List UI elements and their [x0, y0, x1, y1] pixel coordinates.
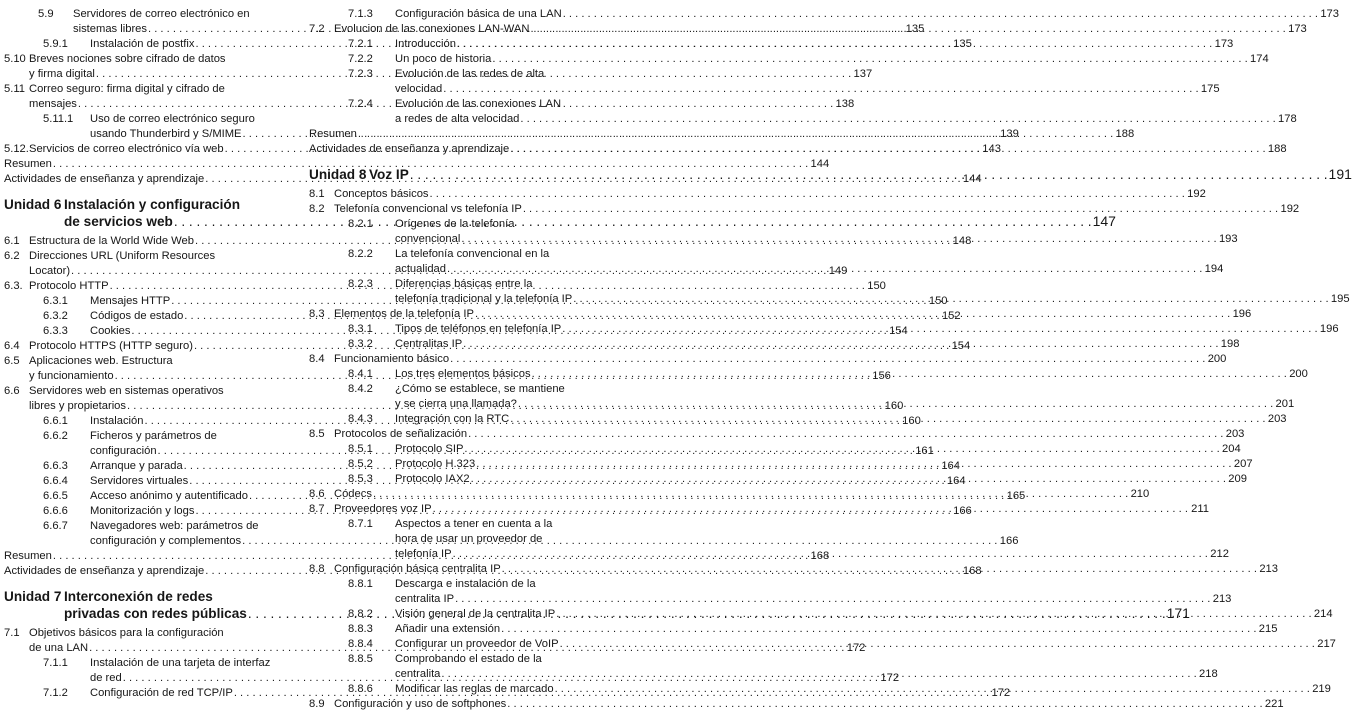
page-number: 192 — [1187, 188, 1206, 200]
entry-title-line: Uso de correo electrónico seguro — [90, 113, 255, 125]
entry-title-line: Protocolo SIP — [395, 443, 464, 455]
page-number: 166 — [999, 535, 1019, 547]
page-number: 204 — [1222, 443, 1241, 455]
page-number: 147 — [1092, 213, 1116, 229]
entry-title-line: Actividades de enseñanza y aprendizaje — [309, 143, 510, 155]
section-number: 8.8.3 — [348, 623, 373, 635]
entry-title-line: Aplicaciones web. Estructura — [29, 355, 173, 367]
page-number: 160 — [902, 415, 921, 427]
entry-title-line: Comprobando el estado de la — [395, 653, 542, 665]
entry-title-line: Estructura de la World Wide Web — [29, 235, 194, 247]
page-number: 200 — [1289, 368, 1308, 380]
entry-title-line: actualidad — [395, 263, 447, 275]
dot-leader — [447, 262, 1202, 277]
page-number: 149 — [828, 265, 848, 277]
page-number: 173 — [1288, 23, 1307, 35]
toc-entry — [4, 157, 830, 172]
page-number: 168 — [962, 565, 982, 577]
entry-title-line: convencional — [395, 233, 461, 245]
unit-title-line: de servicios web — [64, 214, 173, 229]
dot-leader — [461, 232, 1216, 247]
entry-title-line: Un poco de historia — [395, 53, 492, 65]
entry-title-line: Objetivos básicos para la configuración — [29, 627, 224, 639]
page-number: 209 — [1228, 473, 1247, 485]
entry-title-line: Diferencias básicas entre la — [395, 278, 533, 290]
entry-title-line: Protocolos de señalización — [334, 428, 468, 440]
entry-title-line: telefonía tradicional y la telefonía IP — [395, 293, 573, 305]
toc-entry — [309, 7, 1339, 22]
page-number: 166 — [953, 505, 972, 517]
entry-title-line: Orígenes de la telefonía — [395, 218, 515, 230]
dot-leader — [562, 322, 1317, 337]
section-number: 5.11.1 — [43, 113, 74, 125]
entry-title-line: Correo seguro: firma digital y cifrado de — [29, 83, 225, 95]
section-number: 8.9 — [309, 698, 325, 710]
dot-leader — [475, 307, 1230, 322]
entry-title-line: Arranque y parada — [90, 460, 183, 472]
page-number: 171 — [1166, 605, 1190, 621]
page-number: 196 — [1232, 308, 1252, 320]
section-number: 6.1 — [4, 235, 20, 247]
unit-title-line: privadas con redes públicas — [64, 606, 247, 621]
section-number: 8.4.3 — [348, 413, 373, 425]
page-number: 191 — [1328, 166, 1352, 182]
entry-title-line: Direcciones URL (Uniform Resources — [29, 250, 216, 262]
dot-leader — [453, 547, 1208, 562]
entry-title-line: y funcionamiento — [29, 370, 114, 382]
page-number: 201 — [1275, 398, 1295, 410]
dot-leader — [468, 427, 1223, 442]
page-number: 156 — [872, 370, 891, 382]
section-number: 6.3.1 — [43, 295, 68, 307]
dot-leader — [443, 82, 1198, 97]
section-number: 6.2 — [4, 250, 20, 262]
toc-entry — [309, 697, 1284, 712]
entry-title-line: Instalación de una tarjeta de interfaz — [90, 657, 271, 669]
entry-title-line: Protocolo IAX2 — [395, 473, 470, 485]
section-number: 8.8.6 — [348, 683, 373, 695]
entry-title-line: Evolución de las conexiones LAN — [395, 98, 562, 110]
entry-title-line: Elementos de la telefonía IP — [334, 308, 474, 320]
section-number: 8.4.2 — [348, 383, 373, 395]
entry-title-line: Tipos de teléfonos en telefonía IP — [395, 323, 562, 335]
entry-title-line: Servidores virtuales — [90, 475, 189, 487]
page-number: 200 — [1207, 353, 1227, 365]
entry-title-line: Resumen — [4, 158, 52, 170]
section-number: 6.6.2 — [43, 430, 68, 442]
page-number: 150 — [867, 280, 886, 292]
page-number: 198 — [1220, 338, 1240, 350]
toc-entry — [309, 202, 1300, 217]
dot-leader — [556, 607, 1311, 622]
entry-title-line: Modificar las reglas de marcado — [395, 683, 554, 695]
dot-leader — [430, 187, 1185, 202]
dot-leader — [358, 127, 1113, 142]
section-number: 8.5.2 — [348, 458, 373, 470]
entry-title-line: Evolucion de las conexiones LAN-WAN — [334, 23, 530, 35]
page-number: 207 — [1233, 458, 1253, 470]
entry-title-line: Breves nociones sobre cifrado de datos — [29, 53, 226, 65]
dot-leader — [563, 7, 1318, 22]
section-number: 8.3.2 — [348, 338, 373, 350]
dot-leader — [520, 112, 1275, 127]
section-number: 8.2.3 — [348, 278, 373, 290]
entry-title-line: de red — [90, 672, 122, 684]
section-number: 6.6.7 — [43, 520, 68, 532]
dot-leader — [560, 637, 1315, 652]
page-number: 210 — [1130, 488, 1150, 500]
dot-leader — [530, 22, 1285, 37]
section-number: 6.6.4 — [43, 475, 68, 487]
page-number: 217 — [1317, 638, 1336, 650]
entry-title-line: Configuración y uso de softphones — [334, 698, 507, 710]
dot-leader — [463, 337, 1218, 352]
section-number: 6.3. — [4, 280, 23, 292]
entry-title-line: Visión general de la centralita IP — [395, 608, 556, 620]
section-number: 6.6.6 — [43, 505, 68, 517]
page-number: 165 — [1006, 490, 1026, 502]
section-number: 7.2.2 — [348, 53, 373, 65]
entry-title-line: Actividades de enseñanza y aprendizaje — [4, 173, 205, 185]
entry-title-line: configuración — [90, 445, 157, 457]
entry-title-line: Configuración básica centralita IP — [334, 563, 501, 575]
dot-leader — [457, 37, 1212, 52]
page-number: 215 — [1258, 623, 1278, 635]
dot-leader — [510, 412, 1265, 427]
page-number: 138 — [835, 98, 855, 110]
toc-entry — [309, 622, 1278, 637]
page-number: 213 — [1259, 563, 1278, 575]
section-number: 7.2.1 — [348, 38, 373, 50]
entry-title-line: Proveedores voz IP — [334, 503, 432, 515]
entry-title-line: Integración con la RTC — [395, 413, 510, 425]
dot-leader — [410, 166, 1328, 183]
entry-title-line: Servidores web en sistemas operativos — [29, 385, 224, 397]
toc-entry — [309, 427, 1245, 442]
entry-title-line: Evolución de las redes de alta — [395, 68, 545, 80]
entry-title-line: hora de usar un proveedor de — [395, 533, 543, 545]
entry-title-line: Protocolo HTTP — [29, 280, 109, 292]
section-number: 7.1.1 — [43, 657, 68, 669]
page-number: 188 — [1115, 128, 1135, 140]
page-number: 193 — [1218, 233, 1238, 245]
page-number: 137 — [853, 68, 873, 80]
page-number: 194 — [1204, 263, 1224, 275]
section-number: 8.2.1 — [348, 218, 373, 230]
entry-title-line: Centralitas IP — [395, 338, 463, 350]
entry-title-line: a redes de alta velocidad — [395, 113, 520, 125]
entry-title-line: Mensajes HTTP — [90, 295, 171, 307]
unit-number: Unidad 7 — [4, 589, 62, 604]
page-number: 143 — [982, 143, 1001, 155]
section-number: 5.9.1 — [43, 38, 68, 50]
entry-title-line: usando Thunderbird y S/MIME — [90, 128, 242, 140]
entry-title-line: libres y propietarios — [29, 400, 127, 412]
page-number: 203 — [1225, 428, 1245, 440]
unit-title-line: Interconexión de redes — [64, 589, 213, 604]
section-number: 8.8.1 — [348, 578, 373, 590]
page-number: 188 — [1267, 143, 1287, 155]
toc-entry — [309, 352, 1227, 367]
entry-title-line: Resumen — [309, 128, 357, 140]
entry-title-line: Instalación — [90, 415, 144, 427]
dot-leader — [510, 142, 1265, 157]
entry-title-line: sistemas libres — [73, 23, 147, 35]
unit-title-line: Instalación y configuración — [64, 197, 240, 212]
section-number: 7.2.3 — [348, 68, 373, 80]
section-number: 8.7.1 — [348, 518, 373, 530]
section-number: 8.7 — [309, 503, 325, 515]
page-number: 150 — [928, 295, 948, 307]
entry-title-line: centralita — [395, 668, 441, 680]
entry-title-line: Instalación de postfix — [90, 38, 195, 50]
entry-title-line: Servidores de correo electrónico en — [73, 8, 250, 20]
dot-leader — [476, 457, 1231, 472]
entry-title-line: Códigos de estado — [90, 310, 184, 322]
dot-leader — [441, 667, 1196, 682]
page-number: 221 — [1264, 698, 1284, 710]
page-number: 172 — [880, 672, 900, 684]
entry-title-line: Configuración de red TCP/IP — [90, 687, 233, 699]
section-number: 8.2.2 — [348, 248, 373, 260]
entry-title-line: Servicios de correo electrónico vía web — [29, 143, 224, 155]
section-number: 5.12. — [4, 143, 29, 155]
entry-title-line: configuración y complementos — [90, 535, 242, 547]
section-number: 6.5 — [4, 355, 20, 367]
toc-entry — [309, 187, 1206, 202]
page-number: 218 — [1199, 668, 1218, 680]
page-number: 192 — [1280, 203, 1300, 215]
entry-title-line: Configurar un proveedor de VoIP — [395, 638, 559, 650]
page-number: 161 — [915, 445, 934, 457]
page-number: 154 — [889, 325, 908, 337]
entry-title-line: Introducción — [395, 38, 456, 50]
dot-leader — [433, 502, 1188, 517]
dot-leader — [501, 622, 1256, 637]
page-number: 164 — [941, 460, 960, 472]
section-number: 5.10 — [4, 53, 26, 65]
entry-title-line: Descarga e instalación de la — [395, 578, 536, 590]
section-number: 7.1 — [4, 627, 20, 639]
dot-leader — [455, 592, 1210, 607]
entry-title-line: y firma digital — [29, 68, 95, 80]
section-number: 8.2 — [309, 203, 325, 215]
page-number: 212 — [1210, 548, 1229, 560]
page-number: 173 — [1320, 8, 1339, 20]
section-number: 6.4 — [4, 340, 20, 352]
section-number: 8.5 — [309, 428, 325, 440]
section-number: 6.3.3 — [43, 325, 68, 337]
unit-number: Unidad 8 — [309, 167, 367, 182]
dot-leader — [518, 397, 1273, 412]
section-number: 5.11 — [4, 83, 25, 95]
page-number: 196 — [1319, 323, 1339, 335]
entry-title-line: Añadir una extensión — [395, 623, 501, 635]
unit-number: Unidad 6 — [4, 197, 62, 212]
section-number: 7.2.4 — [348, 98, 373, 110]
page-number: 135 — [905, 23, 925, 35]
section-number: 8.1 — [309, 188, 325, 200]
entry-title-line: centralita IP — [395, 593, 455, 605]
entry-title-line: Monitorización y logs — [90, 505, 195, 517]
section-number: 7.2 — [309, 23, 325, 35]
page-number: 175 — [1200, 83, 1220, 95]
entry-title-line: Actividades de enseñanza y aprendizaje — [4, 565, 205, 577]
section-number: 8.8.4 — [348, 638, 373, 650]
dot-leader — [532, 367, 1287, 382]
section-number: 6.6.5 — [43, 490, 68, 502]
entry-title-line: Funcionamiento básico — [334, 353, 450, 365]
page-number: 211 — [1191, 503, 1209, 515]
section-number: 8.8 — [309, 563, 325, 575]
page-number: 213 — [1212, 593, 1232, 605]
section-number: 8.4.1 — [348, 368, 373, 380]
page-number: 219 — [1312, 683, 1331, 695]
entry-title-line: Resumen — [4, 550, 52, 562]
dot-leader — [507, 697, 1262, 712]
section-number: 6.6.1 — [43, 415, 68, 427]
page-number: 139 — [1000, 128, 1019, 140]
section-number: 6.3.2 — [43, 310, 68, 322]
entry-title-line: La telefonía convencional en la — [395, 248, 550, 260]
dot-leader — [450, 352, 1205, 367]
dot-leader — [373, 487, 1128, 502]
page-number: 174 — [1250, 53, 1269, 65]
dot-leader — [492, 52, 1247, 67]
entry-title-line: Navegadores web: parámetros de — [90, 520, 259, 532]
unit-title-line: Voz IP — [369, 167, 409, 182]
entry-title-line: telefonía IP — [395, 548, 452, 560]
page-number: 172 — [991, 687, 1011, 699]
page-number: 135 — [953, 38, 972, 50]
section-number: 8.4 — [309, 353, 325, 365]
page-number: 178 — [1278, 113, 1297, 125]
section-number: 6.6 — [4, 385, 20, 397]
page-number: 203 — [1267, 413, 1287, 425]
toc-entry — [309, 52, 1269, 67]
page-number: 173 — [1214, 38, 1234, 50]
page-number: 168 — [810, 550, 830, 562]
entry-title-line: Telefonía convencional vs telefonía IP — [334, 203, 522, 215]
page-number: 172 — [846, 642, 866, 654]
section-number: 7.1.2 — [43, 687, 68, 699]
entry-title-line: Configuración básica de una LAN — [395, 8, 562, 20]
page-number: 144 — [962, 173, 982, 185]
dot-leader — [464, 442, 1219, 457]
page-number: 144 — [810, 158, 830, 170]
page-number: 154 — [951, 340, 971, 352]
page-number: 214 — [1313, 608, 1333, 620]
section-number: 8.5.3 — [348, 473, 373, 485]
page-number: 152 — [941, 310, 961, 322]
dot-leader — [573, 292, 1328, 307]
dot-leader — [523, 202, 1278, 217]
entry-title-line: mensajes — [29, 98, 77, 110]
page-number: 148 — [952, 235, 972, 247]
entry-title-line: ¿Cómo se establece, se mantiene — [395, 383, 565, 395]
dot-leader — [471, 472, 1226, 487]
section-number: 5.9 — [38, 8, 54, 20]
section-number: 8.6 — [309, 488, 325, 500]
entry-title-line: Conceptos básicos — [334, 188, 429, 200]
section-number: 8.3.1 — [348, 323, 373, 335]
section-number: 6.6.3 — [43, 460, 68, 472]
section-number: 7.1.3 — [348, 8, 373, 20]
entry-title-line: Locator) — [29, 265, 71, 277]
page-number: 164 — [946, 475, 966, 487]
entry-title-line: Códecs — [334, 488, 372, 500]
entry-title-line: de una LAN — [29, 642, 89, 654]
section-number: 8.8.5 — [348, 653, 373, 665]
toc-entry — [309, 577, 1232, 607]
section-number: 8.8.2 — [348, 608, 373, 620]
page-number: 195 — [1330, 293, 1350, 305]
entry-title-line: Protocolo H.323 — [395, 458, 476, 470]
section-number: 8.5.1 — [348, 443, 373, 455]
entry-title-line: Cookies — [90, 325, 131, 337]
entry-title-line: Protocolo HTTPS (HTTP seguro) — [29, 340, 193, 352]
entry-title-line: Los tres elementos básicos — [395, 368, 531, 380]
entry-title-line: velocidad — [395, 83, 443, 95]
page-number: 160 — [884, 400, 904, 412]
entry-title-line: Ficheros y parámetros de — [90, 430, 217, 442]
entry-title-line: Aspectos a tener en cuenta a la — [395, 518, 553, 530]
entry-title-line: y se cierra una llamada? — [395, 398, 517, 410]
dot-leader — [502, 562, 1257, 577]
entry-title-line: Acceso anónimo y autentificado — [90, 490, 248, 502]
dot-leader — [555, 682, 1310, 697]
section-number: 8.3 — [309, 308, 325, 320]
